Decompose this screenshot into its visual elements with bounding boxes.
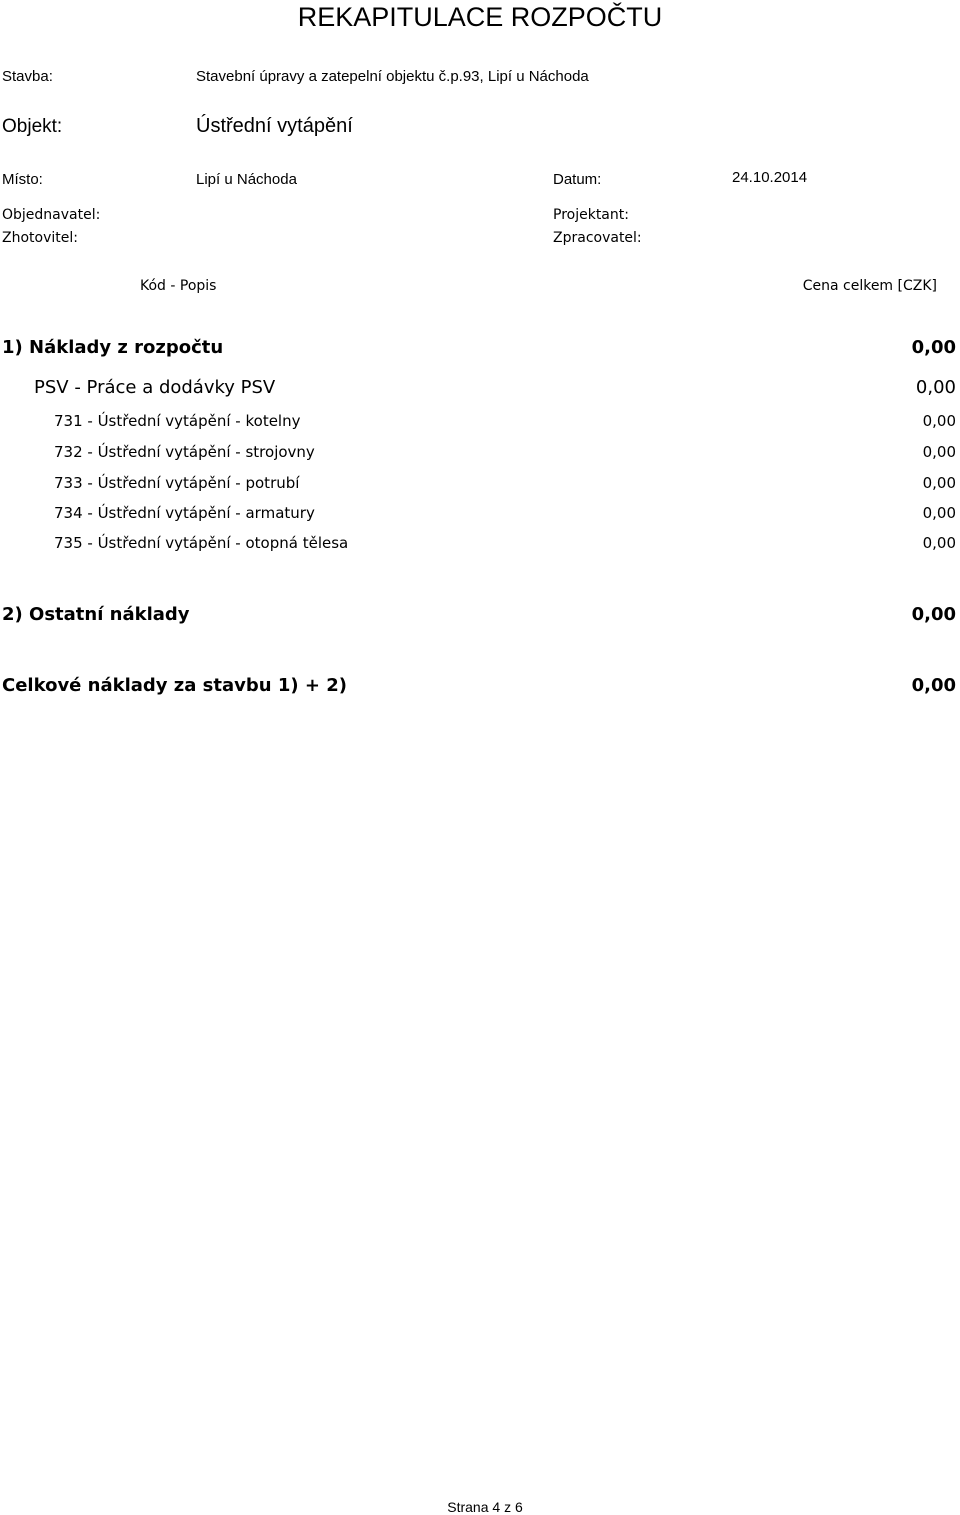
total-label: Celkové náklady za stavbu 1) + 2) (2, 675, 347, 696)
total-value: 0,00 (911, 675, 956, 696)
section-1-value: 0,00 (911, 337, 956, 358)
zhotovitel-label: Zhotovitel: (2, 230, 78, 246)
list-item-label: 734 - Ústřední vytápění - armatury (54, 504, 315, 522)
list-item-value: 0,00 (922, 412, 956, 430)
list-item-value: 0,00 (922, 443, 956, 461)
list-item-label: 733 - Ústřední vytápění - potrubí (54, 474, 300, 492)
zpracovatel-label: Zpracovatel: (553, 230, 642, 246)
section-2-label: 2) Ostatní náklady (2, 604, 190, 625)
list-item-label: 732 - Ústřední vytápění - strojovny (54, 443, 315, 461)
column-header-cena-celkem: Cena celkem [CZK] (802, 278, 937, 294)
projektant-label: Projektant: (553, 207, 629, 223)
objednavatel-label: Objednavatel: (2, 207, 101, 223)
list-item-value: 0,00 (922, 474, 956, 492)
objekt-value: Ústřední vytápění (196, 115, 353, 137)
list-item-label: 735 - Ústřední vytápění - otopná tělesa (54, 534, 349, 552)
misto-value: Lipí u Náchoda (196, 171, 297, 188)
section-1-label: 1) Náklady z rozpočtu (2, 337, 224, 358)
psv-group-value: 0,00 (915, 377, 956, 398)
objekt-label: Objekt: (2, 116, 63, 137)
stavba-value: Stavební úpravy a zatepelní objektu č.p.93, Lipí u Náchoda (196, 68, 589, 85)
stavba-label: Stavba: (2, 68, 53, 85)
list-item-value: 0,00 (922, 534, 956, 552)
misto-label: Místo: (2, 171, 43, 188)
datum-value: 24.10.2014 (732, 169, 808, 186)
section-2-value: 0,00 (911, 604, 956, 625)
page-number: Strana 4 z 6 (447, 1499, 523, 1515)
datum-label: Datum: (553, 171, 602, 188)
list-item-label: 731 - Ústřední vytápění - kotelny (54, 412, 301, 430)
page-title: REKAPITULACE ROZPOČTU (297, 2, 663, 32)
column-header-kod-popis: Kód - Popis (140, 278, 217, 294)
psv-group-label: PSV - Práce a dodávky PSV (34, 377, 276, 398)
list-item-value: 0,00 (922, 504, 956, 522)
